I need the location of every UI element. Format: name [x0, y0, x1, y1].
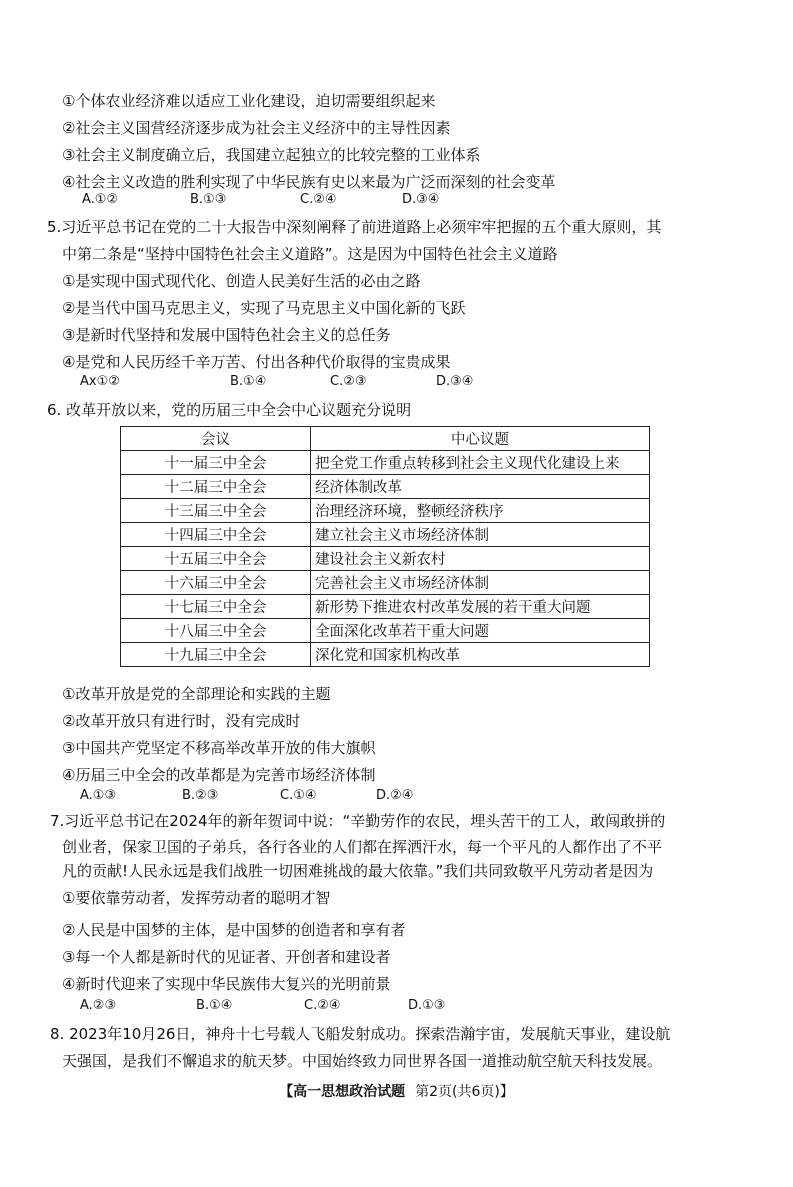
table-cell-topic: 建立社会主义市场经济体制 [311, 523, 650, 547]
q5-item-4: ④是党和人民历经千辛万苦、付出各种代价取得的宝贵成果 [62, 353, 451, 371]
table-cell-meeting: 十一届三中全会 [121, 451, 311, 475]
q4-item-1: ①个体农业经济难以适应工业化建设，迫切需要组织起来 [62, 92, 436, 110]
footer-page-number: 第2页(共6页)】 [415, 1084, 514, 1100]
q6-option-a: A.①③ [80, 788, 117, 803]
table-header-row [121, 427, 650, 451]
table-cell-meeting: 十九届三中全会 [121, 643, 311, 667]
q4-option-d: D.③④ [402, 192, 440, 207]
table-header-topic: 中心议题 [311, 427, 650, 451]
table-cell-meeting: 十八届三中全会 [121, 619, 311, 643]
table-row [121, 619, 650, 643]
q6-option-d: D.②④ [376, 788, 414, 803]
q7-stem-line-2: 创业者，保家卫国的子弟兵，各行各业的人们都在挥洒汗水，每一个平凡的人都作出了不平 [62, 838, 663, 856]
q5-stem-line-2: 中第二条是“坚持中国特色社会主义道路”。这是因为中国特色社会主义道路 [62, 245, 558, 263]
table-cell-topic: 全面深化改革若干重大问题 [311, 619, 650, 643]
table-row [121, 451, 650, 475]
table-row [121, 643, 650, 667]
page-footer [0, 1083, 793, 1101]
q7-option-b: B.①④ [196, 998, 233, 1013]
table-row [121, 571, 650, 595]
q7-stem-line-3: 凡的贡献!人民永远是我们战胜一切困难挑战的最大依靠。”我们共同致敬平凡劳动者是因为 [62, 862, 654, 880]
table-cell-meeting: 十五届三中全会 [121, 547, 311, 571]
table-header-meeting: 会议 [121, 427, 311, 451]
q5-stem-line-1: 5.习近平总书记在党的二十大报告中深刻阐释了前进道路上必须牢牢把握的五个重大原则，其 [47, 218, 662, 236]
table-row [121, 475, 650, 499]
table-cell-topic: 经济体制改革 [311, 475, 650, 499]
table-row [121, 523, 650, 547]
q4-option-a: A.①② [82, 192, 119, 207]
q6-option-c: C.①④ [280, 788, 317, 803]
q6-item-2: ②改革开放只有进行时，没有完成时 [62, 712, 301, 730]
q7-option-d: D.①③ [408, 998, 446, 1013]
q6-item-3: ③中国共产党坚定不移高举改革开放的伟大旗帜 [62, 739, 376, 757]
table-cell-topic: 把全党工作重点转移到社会主义现代化建设上来 [311, 451, 650, 475]
q6-option-b: B.②③ [182, 788, 219, 803]
q4-item-2: ②社会主义国营经济逐步成为社会主义经济中的主导性因素 [62, 119, 451, 137]
q7-item-3: ③每一个人都是新时代的见证者、开创者和建设者 [62, 948, 391, 966]
table-row [121, 547, 650, 571]
table-cell-meeting: 十二届三中全会 [121, 475, 311, 499]
q7-item-4: ④新时代迎来了实现中华民族伟大复兴的光明前景 [62, 975, 391, 993]
q5-item-2: ②是当代中国马克思主义，实现了马克思主义中国化新的飞跃 [62, 299, 466, 317]
q5-item-1: ①是实现中国式现代化、创造人民美好生活的必由之路 [62, 272, 421, 290]
table-cell-topic: 完善社会主义市场经济体制 [311, 571, 650, 595]
q6-stem: 6. 改革开放以来，党的历届三中全会中心议题充分说明 [47, 401, 412, 419]
q7-option-c: C.②④ [304, 998, 341, 1013]
q8-stem-line-2: 天强国，是我们不懈追求的航天梦。中国始终致力同世界各国一道推动航空航天科技发展。 [62, 1052, 663, 1070]
q5-option-b: B.①④ [230, 374, 267, 389]
table-cell-meeting: 十六届三中全会 [121, 571, 311, 595]
table-cell-meeting: 十四届三中全会 [121, 523, 311, 547]
q7-stem-line-1: 7.习近平总书记在2024年的新年贺词中说：“辛勤劳作的农民，埋头苦干的工人，敢闯敢拼的 [50, 812, 666, 830]
q7-item-1: ①要依靠劳动者，发挥劳动者的聪明才智 [62, 889, 331, 907]
table-cell-topic: 新形势下推进农村改革发展的若干重大问题 [311, 595, 650, 619]
q7-item-2: ②人民是中国梦的主体，是中国梦的创造者和享有者 [62, 921, 406, 939]
table-cell-topic: 治理经济环境，整顿经济秩序 [311, 499, 650, 523]
q6-item-4: ④历届三中全会的改革都是为完善市场经济体制 [62, 766, 376, 784]
q4-option-c: C.②④ [300, 192, 337, 207]
footer-title: 【高一思想政治试题 [279, 1084, 406, 1100]
q8-stem-line-1: 8. 2023年10月26日，神舟十七号载人飞船发射成功。探索浩瀚宇宙，发展航天事业，建设航 [50, 1025, 671, 1043]
table-cell-meeting: 十七届三中全会 [121, 595, 311, 619]
table-cell-topic: 建设社会主义新农村 [311, 547, 650, 571]
q6-table [120, 426, 650, 667]
table-row [121, 595, 650, 619]
table-cell-meeting: 十三届三中全会 [121, 499, 311, 523]
table-row [121, 499, 650, 523]
q5-option-d: D.③④ [436, 374, 474, 389]
q6-item-1: ①改革开放是党的全部理论和实践的主题 [62, 685, 331, 703]
q7-option-a: A.②③ [80, 998, 117, 1013]
q4-option-b: B.①③ [190, 192, 227, 207]
q5-item-3: ③是新时代坚持和发展中国特色社会主义的总任务 [62, 326, 391, 344]
table-cell-topic: 深化党和国家机构改革 [311, 643, 650, 667]
q5-option-c: C.②③ [330, 374, 367, 389]
q5-option-a: Ax①② [80, 374, 120, 389]
q4-item-4: ④社会主义改造的胜利实现了中华民族有史以来最为广泛而深刻的社会变革 [62, 173, 556, 191]
q4-item-3: ③社会主义制度确立后，我国建立起独立的比较完整的工业体系 [62, 146, 481, 164]
